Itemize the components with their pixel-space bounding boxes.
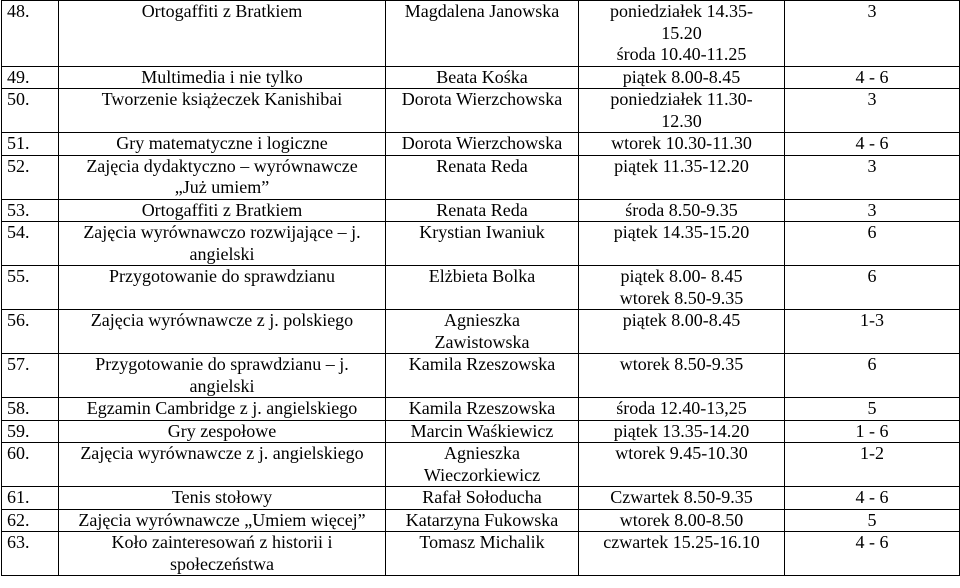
activity-name: Gry zespołowe [59, 420, 386, 443]
teacher-name: Renata Reda [386, 199, 579, 222]
teacher-name: Krystian Iwaniuk [386, 222, 579, 266]
activity-name: Zajęcia wyrównawcze z j. angielskiego [59, 443, 386, 487]
grade-range: 6 [785, 222, 960, 266]
row-number: 55. [2, 266, 59, 310]
table-row [2, 222, 960, 266]
grade-range: 5 [785, 398, 960, 421]
schedule-time: poniedziałek 11.30- 12.30 [579, 89, 785, 133]
table-row [2, 398, 960, 421]
teacher-name: Kamila Rzeszowska [386, 398, 579, 421]
table-row [2, 1, 960, 67]
table-row [2, 354, 960, 398]
activity-name: Ortogaffiti z Bratkiem [59, 1, 386, 67]
grade-range: 6 [785, 266, 960, 310]
schedule-time: piątek 8.00-8.45 [579, 310, 785, 354]
activity-name: Zajęcia wyrównawcze „Umiem więcej” [59, 509, 386, 532]
schedule-time: poniedziałek 14.35- 15.20 środa 10.40-11.25 [579, 1, 785, 67]
teacher-name: Agnieszka Wieczorkiewicz [386, 443, 579, 487]
teacher-name: Elżbieta Bolka [386, 266, 579, 310]
table-row [2, 199, 960, 222]
grade-range: 3 [785, 89, 960, 133]
activity-name: Przygotowanie do sprawdzianu – j. angielski [59, 354, 386, 398]
schedule-time: wtorek 8.50-9.35 [579, 354, 785, 398]
activities-table-body [2, 1, 960, 576]
grade-range: 4 - 6 [785, 133, 960, 156]
teacher-name: Dorota Wierzchowska [386, 133, 579, 156]
schedule-time: wtorek 10.30-11.30 [579, 133, 785, 156]
grade-range: 1-3 [785, 310, 960, 354]
schedule-time: Czwartek 8.50-9.35 [579, 487, 785, 510]
table-row [2, 133, 960, 156]
row-number: 57. [2, 354, 59, 398]
teacher-name: Katarzyna Fukowska [386, 509, 579, 532]
teacher-name: Renata Reda [386, 155, 579, 199]
grade-range: 5 [785, 509, 960, 532]
grade-range: 4 - 6 [785, 487, 960, 510]
activity-name: Koło zainteresowań z historii i społeczeństwa [59, 532, 386, 576]
grade-range: 6 [785, 354, 960, 398]
teacher-name: Beata Kośka [386, 66, 579, 89]
table-row [2, 310, 960, 354]
grade-range: 4 - 6 [785, 532, 960, 576]
activity-name: Egzamin Cambridge z j. angielskiego [59, 398, 386, 421]
table-row [2, 487, 960, 510]
activity-name: Multimedia i nie tylko [59, 66, 386, 89]
activity-name: Gry matematyczne i logiczne [59, 133, 386, 156]
teacher-name: Magdalena Janowska [386, 1, 579, 67]
schedule-time: czwartek 15.25-16.10 [579, 532, 785, 576]
teacher-name: Dorota Wierzchowska [386, 89, 579, 133]
activity-name: Przygotowanie do sprawdzianu [59, 266, 386, 310]
schedule-time: piątek 8.00- 8.45 wtorek 8.50-9.35 [579, 266, 785, 310]
grade-range: 3 [785, 1, 960, 67]
activity-name: Zajęcia dydaktyczno – wyrównawcze „Już umiem” [59, 155, 386, 199]
row-number: 54. [2, 222, 59, 266]
grade-range: 1-2 [785, 443, 960, 487]
activity-name: Tworzenie książeczek Kanishibai [59, 89, 386, 133]
schedule-time: piątek 11.35-12.20 [579, 155, 785, 199]
schedule-time: piątek 14.35-15.20 [579, 222, 785, 266]
schedule-time: środa 8.50-9.35 [579, 199, 785, 222]
row-number: 58. [2, 398, 59, 421]
row-number: 61. [2, 487, 59, 510]
activity-name: Zajęcia wyrównawcze z j. polskiego [59, 310, 386, 354]
table-row [2, 155, 960, 199]
teacher-name: Rafał Sołoducha [386, 487, 579, 510]
row-number: 60. [2, 443, 59, 487]
table-row [2, 266, 960, 310]
schedule-time: piątek 13.35-14.20 [579, 420, 785, 443]
schedule-time: wtorek 8.00-8.50 [579, 509, 785, 532]
grade-range: 4 - 6 [785, 66, 960, 89]
table-row [2, 532, 960, 576]
row-number: 50. [2, 89, 59, 133]
teacher-name: Agnieszka Zawistowska [386, 310, 579, 354]
schedule-time: piątek 8.00-8.45 [579, 66, 785, 89]
row-number: 52. [2, 155, 59, 199]
teacher-name: Kamila Rzeszowska [386, 354, 579, 398]
table-row [2, 509, 960, 532]
activities-table [1, 0, 960, 576]
schedule-time: wtorek 9.45-10.30 [579, 443, 785, 487]
row-number: 49. [2, 66, 59, 89]
grade-range: 3 [785, 155, 960, 199]
row-number: 53. [2, 199, 59, 222]
grade-range: 3 [785, 199, 960, 222]
table-row [2, 443, 960, 487]
teacher-name: Tomasz Michalik [386, 532, 579, 576]
table-row [2, 66, 960, 89]
table-row [2, 420, 960, 443]
activity-name: Tenis stołowy [59, 487, 386, 510]
activity-name: Zajęcia wyrównawczo rozwijające – j. angielski [59, 222, 386, 266]
row-number: 63. [2, 532, 59, 576]
activity-name: Ortogaffiti z Bratkiem [59, 199, 386, 222]
grade-range: 1 - 6 [785, 420, 960, 443]
schedule-time: środa 12.40-13,25 [579, 398, 785, 421]
row-number: 56. [2, 310, 59, 354]
teacher-name: Marcin Waśkiewicz [386, 420, 579, 443]
row-number: 59. [2, 420, 59, 443]
table-row [2, 89, 960, 133]
row-number: 51. [2, 133, 59, 156]
row-number: 48. [2, 1, 59, 67]
row-number: 62. [2, 509, 59, 532]
